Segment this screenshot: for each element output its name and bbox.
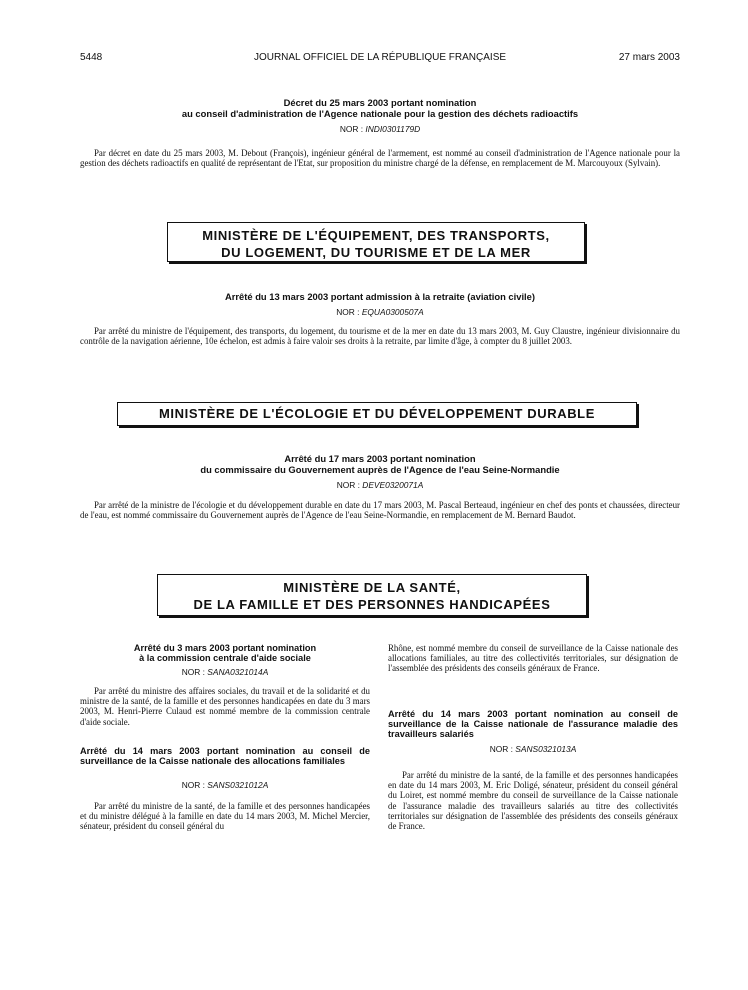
nor-code: EQUA0300507A [361, 307, 424, 317]
decret-nor [80, 124, 680, 134]
maladie-nor [388, 744, 678, 754]
aide-sociale-title-line1: Arrêté du 3 mars 2003 portant nomination [133, 643, 317, 653]
ministry-ecologie-header [117, 402, 637, 426]
allocations-text-continued: Rhône, est nommé membre du conseil de surveillance de la Caisse nationale des allocations familiales, au titre des collectivités territoriales, sur désignation de l'assemblée des présidents des conseils généraux de France. [388, 643, 678, 674]
page-number: 5448 [80, 52, 103, 63]
ministry-equipement-line1: MINISTÈRE DE L'ÉQUIPEMENT, DES TRANSPORTS, [202, 228, 550, 243]
nor-label: NOR : [336, 307, 360, 317]
decret-text: Par décret en date du 25 mars 2003, M. Debout (François), ingénieur général de l'armement, est nommé au conseil d'administration de l'Agence nationale pour la gestion des déchets radioactifs en qualité de représentant de l'Etat, sur proposition du ministre chargé de la défense, en remplacement de M. Marcouyoux (Sylvain). [80, 148, 680, 169]
nor-label: NOR : [489, 744, 513, 754]
decret-title-line2: au conseil d'administration de l'Agence nationale pour la gestion des déchets radioactifs [181, 107, 579, 119]
nor-code: SANS0321013A [515, 744, 577, 754]
allocations-nor [80, 780, 370, 790]
ministry-equipement-line2: DU LOGEMENT, DU TOURISME ET DE LA MER [221, 245, 531, 260]
ministry-sante-line2: DE LA FAMILLE ET DES PERSONNES HANDICAPÉES [193, 597, 551, 612]
maladie-title: Arrêté du 14 mars 2003 portant nomination au conseil de surveillance de la Caisse nationale de l'assurance maladie des travailleurs salariés [388, 709, 678, 739]
nor-label: NOR : [336, 480, 360, 490]
allocations-text: Par arrêté du ministre de la santé, de la famille et des personnes handicapées et du ministre délégué à la famille en date du 14 mars 2003, M. Michel Mercier, sénateur, président du conseil général du [80, 801, 370, 832]
seine-text: Par arrêté de la ministre de l'écologie et du développement durable en date du 17 mars 2003, M. Pascal Berteaud, ingénieur en chef des ponts et chaussées, directeur de l'eau, est nommé commissaire du Gouvernement auprès de l'Agence de l'eau Seine-Normandie, en remplacement de M. Bernard Baudot. [80, 500, 680, 521]
nor-code: SANS0321012A [207, 780, 269, 790]
ministry-ecologie-line1: MINISTÈRE DE L'ÉCOLOGIE ET DU DÉVELOPPEMENT DURABLE [159, 406, 595, 421]
seine-nor [80, 480, 680, 490]
nor-label: NOR : [181, 780, 205, 790]
decret-title [80, 98, 680, 119]
seine-title-line2: du commissaire du Gouvernement auprès de l'Agence de l'eau Seine-Normandie [200, 463, 560, 475]
allocations-title: Arrêté du 14 mars 2003 portant nomination au conseil de surveillance de la Caisse nationale des allocations familiales [80, 746, 370, 766]
ministry-sante-line1: MINISTÈRE DE LA SANTÉ, [283, 580, 461, 595]
nor-code: SANA0321014A [207, 667, 269, 677]
aide-sociale-title-line2: à la commission centrale d'aide sociale [139, 653, 311, 663]
retraite-nor [80, 307, 680, 317]
ministry-sante-header [157, 574, 587, 616]
aide-sociale-nor [80, 667, 370, 677]
retraite-title: Arrêté du 13 mars 2003 portant admission à la retraite (aviation civile) [224, 291, 536, 302]
retraite-text: Par arrêté du ministre de l'équipement, des transports, du logement, du tourisme et de la mer en date du 13 mars 2003, M. Guy Claustre, ingénieur divisionnaire du contrôle de la navigation aérienne, 10e échelon, est admis à faire valoir ses droits à la retraite, par limite d'âge, à compter du 8 juillet 2003. [80, 326, 680, 347]
nor-code: DEVE0320071A [362, 480, 424, 490]
issue-date: 27 mars 2003 [618, 52, 680, 63]
maladie-text: Par arrêté du ministre de la santé, de la famille et des personnes handicapées en date du 14 mars 2003, M. Eric Doligé, sénateur, président du conseil général du Loiret, est nommé membre du conseil de surveillance de la Caisse nationale de l'assurance maladie des travailleurs salariés au titre des collectivités territoriales sur désignation de l'assemblée des présidents des conseils généraux de France. [388, 770, 678, 832]
nor-label: NOR : [339, 124, 364, 134]
journal-title: JOURNAL OFFICIEL DE LA RÉPUBLIQUE FRANÇAISE [253, 52, 507, 63]
aide-sociale-title [80, 643, 370, 663]
seine-title [80, 454, 680, 475]
nor-label: NOR : [181, 667, 205, 677]
nor-code: INDI0301179D [365, 124, 421, 134]
seine-title-line1: Arrêté du 17 mars 2003 portant nomination [284, 453, 476, 464]
aide-sociale-text: Par arrêté du ministre des affaires sociales, du travail et de la solidarité et du ministre de la santé, de la famille et des personnes handicapées en date du 3 mars 2003, M. Henri-Pierre Culaud est nommé membre de la commission centrale d'aide sociale. [80, 686, 370, 727]
decret-title-line1: Décret du 25 mars 2003 portant nomination [283, 97, 477, 108]
ministry-equipement-header [167, 222, 585, 262]
